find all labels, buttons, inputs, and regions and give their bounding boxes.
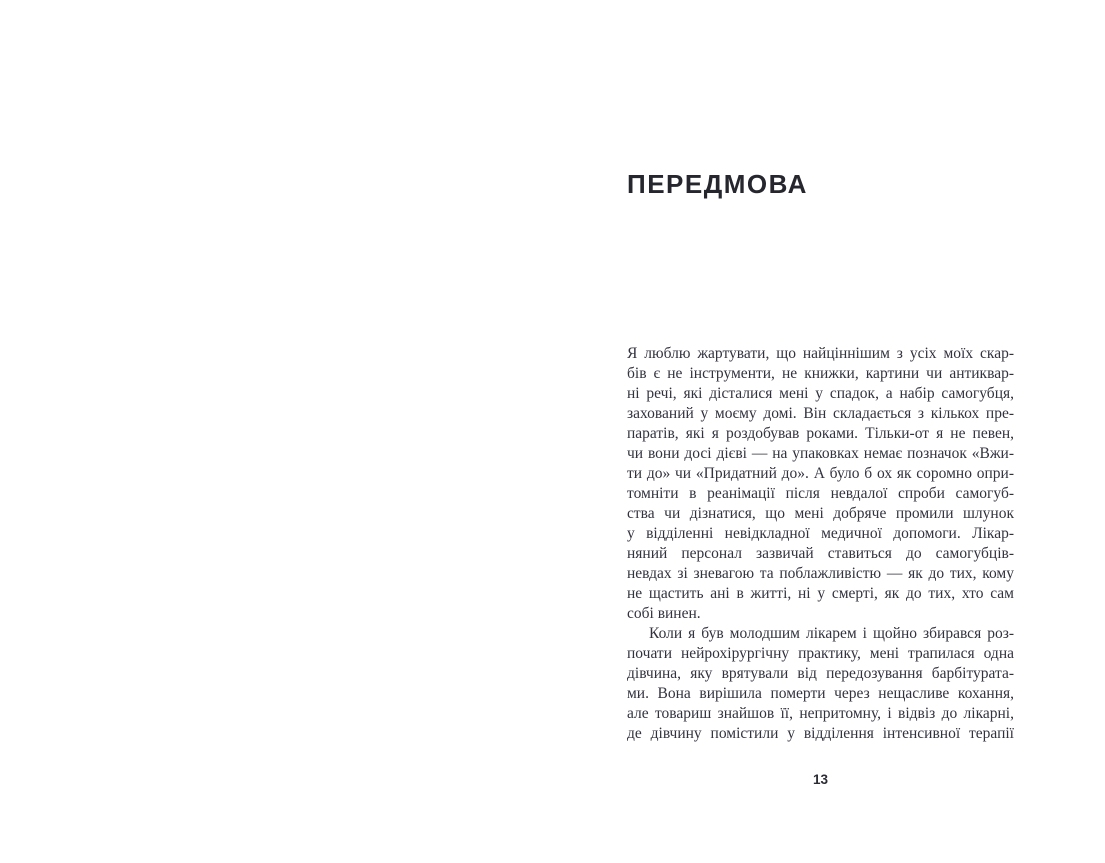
body-text-line: невдах зі зневагою та поблажливістю — як до тих, кому <box>627 565 1014 582</box>
body-text-line: паратів, які я роздобував роками. Тільки-от я не певен, <box>627 425 1014 442</box>
body-text-line: дівчина, яку врятували від передозування барбітурата- <box>627 665 1014 682</box>
body-text-line: почати нейрохірургічну практику, мені трапилася одна <box>627 645 1014 662</box>
body-text-line: чи вони досі дієві — на упаковках немає позначок «Вжи- <box>627 445 1014 462</box>
body-text-line: але товариш знайшов її, непритомну, і відвіз до лікарні, <box>627 705 1014 722</box>
body-text-line: у відділенні невідкладної медичної допомоги. Лікар- <box>627 525 1014 542</box>
text-block <box>627 344 1014 744</box>
body-text-line: собі винен. <box>627 605 701 622</box>
body-text-line: де дівчину помістили у відділення інтенсивної терапії <box>627 725 1014 742</box>
body-text-line: Коли я був молодшим лікарем і щойно збирався роз- <box>649 625 1014 642</box>
body-text-line: ства чи дізнатися, що мені добряче промили шлунок <box>627 505 1014 522</box>
chapter-title: ПЕРЕДМОВА <box>627 169 808 199</box>
body-text-line: ні речі, які дісталися мені у спадок, а набір самогубця, <box>627 385 1014 402</box>
blank-left-page <box>0 0 552 863</box>
body-text-line: захований у моєму домі. Він складається з кількох пре- <box>627 405 1014 422</box>
content-page <box>627 0 1014 863</box>
page-number: 13 <box>812 772 829 787</box>
body-text-line: бів є не інструменти, не книжки, картини чи антиквар- <box>627 365 1014 382</box>
body-text-line: ти до» чи «Придатний до». А було б ох як соромно опри- <box>627 465 1014 482</box>
body-text-line: томніти в реанімації після невдалої спроби самогуб- <box>627 485 1014 502</box>
body-text-line: не щастить ані в житті, ні у смерті, як до тих, хто сам <box>627 585 1014 602</box>
body-text-line: няний персонал зазвичай ставиться до самогубців- <box>627 545 1014 562</box>
body-text-line: ми. Вона вирішила померти через нещасливе кохання, <box>627 685 1014 702</box>
body-text-line: Я люблю жартувати, що найціннішим з усіх моїх скар- <box>627 345 1014 362</box>
